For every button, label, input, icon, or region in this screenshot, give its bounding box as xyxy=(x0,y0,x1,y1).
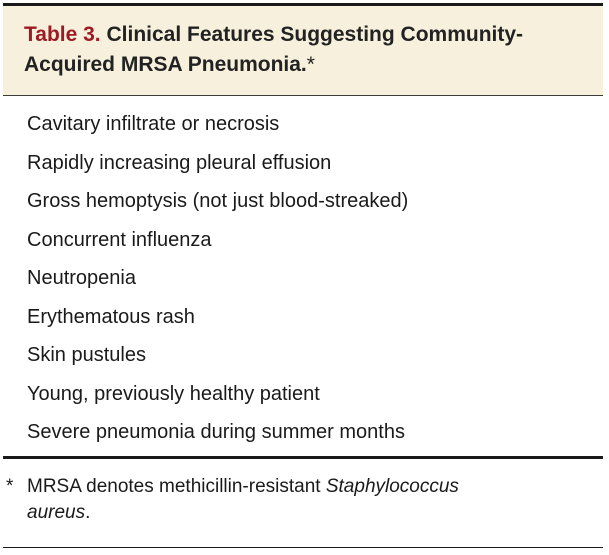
list-item: Cavitary infiltrate or necrosis xyxy=(27,113,280,135)
table-footnote xyxy=(6,474,586,526)
footnote-organism-genus: Staphylococcus xyxy=(325,476,459,497)
footnote-text: MRSA denotes methicillin-resistant xyxy=(27,476,321,497)
footnote-organism-species: aureus xyxy=(27,502,86,523)
table-title-text: Clinical Features Suggesting Community- xyxy=(106,23,524,46)
list-item: Skin pustules xyxy=(27,344,146,366)
table-title-text-line2: Acquired MRSA Pneumonia. xyxy=(24,53,307,76)
table-title-footnote-marker: * xyxy=(306,53,315,76)
table-title xyxy=(24,20,587,80)
footnote-marker: * xyxy=(6,476,14,497)
table-label: Table 3. xyxy=(24,23,101,46)
list-item: Rapidly increasing pleural effusion xyxy=(27,151,332,174)
list-item: Young, previously healthy patient xyxy=(27,382,320,405)
list-item: Erythematous rash xyxy=(27,305,195,328)
table-header xyxy=(3,6,603,96)
table-3 xyxy=(3,3,603,459)
list-item: Neutropenia xyxy=(27,267,136,289)
list-item: Severe pneumonia during summer months xyxy=(27,421,405,443)
list-item: Gross hemoptysis (not just blood-streaked) xyxy=(27,190,409,212)
footnote-end: . xyxy=(85,502,91,523)
bottom-rule xyxy=(3,547,603,548)
clinical-features-list xyxy=(27,105,408,452)
list-item: Concurrent influenza xyxy=(27,228,212,251)
